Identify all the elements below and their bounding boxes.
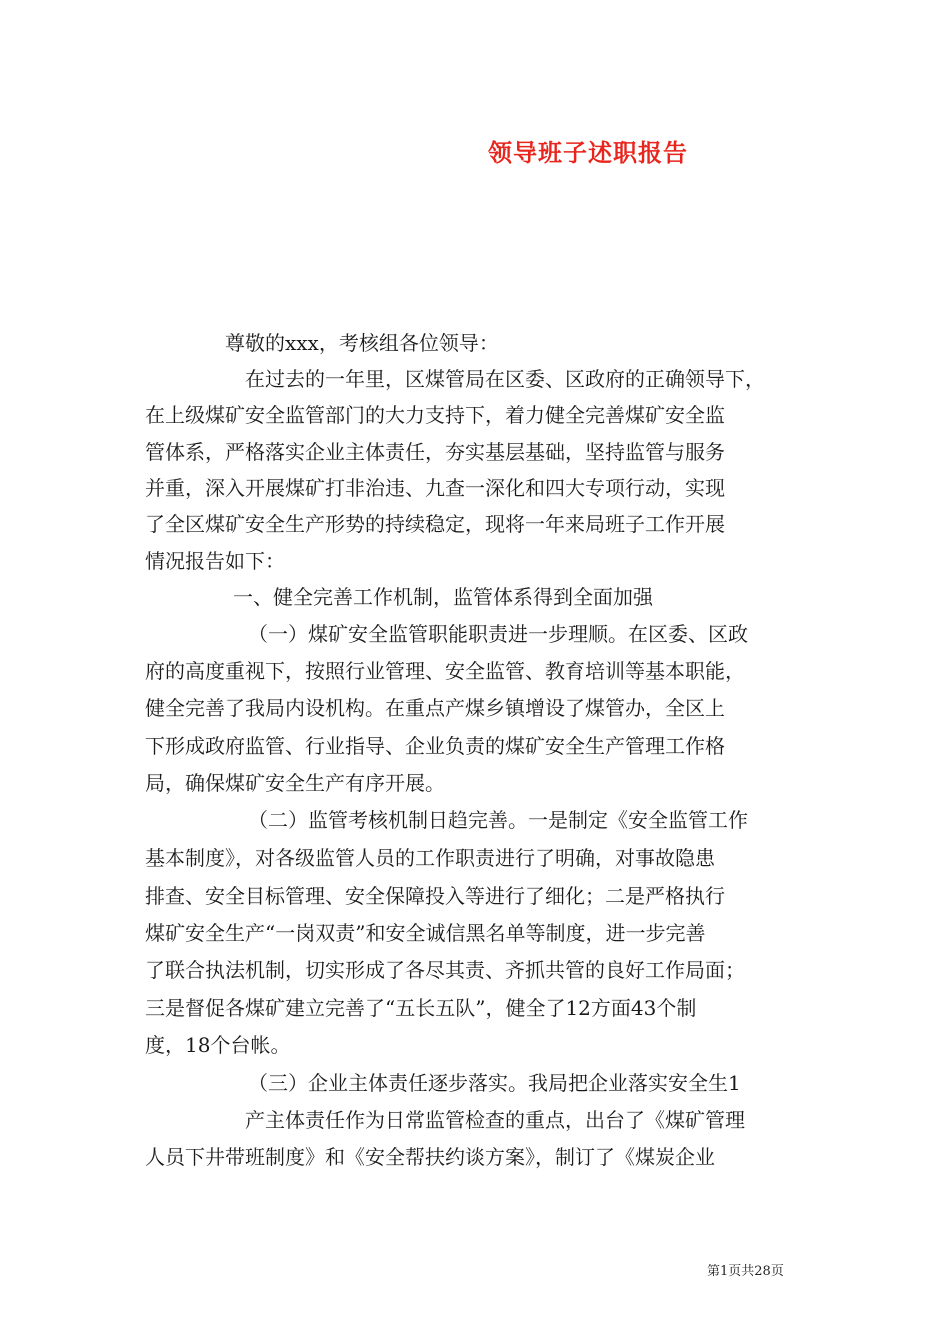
paragraph-line: 管体系，严格落实企业主体责任，夯实基层基础，坚持监管与服务 <box>145 440 725 464</box>
paragraph-line: （一）煤矿安全监管职能职责进一步理顺。在区委、区政 <box>248 622 748 646</box>
paragraph-line: 在过去的一年里，区煤管局在区委、区政府的正确领导下， <box>245 367 765 391</box>
paragraph-line: 煤矿安全生产“一岗双责”和安全诚信黑名单等制度，进一步完善 <box>145 921 706 945</box>
page-number: 第1页共28页 <box>707 1264 784 1279</box>
paragraph-line: 并重，深入开展煤矿打非治违、九查一深化和四大专项行动，实现 <box>145 476 725 500</box>
paragraph-line: 了全区煤矿安全生产形势的持续稳定，现将一年来局班子工作开展 <box>145 512 725 536</box>
paragraph-line: 了联合执法机制，切实形成了各尽其责、齐抓共管的良好工作局面； <box>145 958 745 982</box>
paragraph-line: 下形成政府监管、行业指导、企业负责的煤矿安全生产管理工作格 <box>145 734 725 758</box>
section-heading: 一、健全完善工作机制，监管体系得到全面加强 <box>233 585 653 609</box>
paragraph-line: 在上级煤矿安全监管部门的大力支持下，着力健全完善煤矿安全监 <box>145 403 725 427</box>
paragraph-line: 产主体责任作为日常监管检查的重点，出台了《煤矿管理 <box>245 1108 745 1132</box>
paragraph-line: （三）企业主体责任逐步落实。我局把企业落实安全生1 <box>248 1071 741 1095</box>
paragraph-line: 健全完善了我局内设机构。在重点产煤乡镇增设了煤管办，全区上 <box>145 696 725 720</box>
paragraph-line: 府的高度重视下，按照行业管理、安全监管、教育培训等基本职能， <box>145 659 745 683</box>
paragraph-line: 度，18个台帐。 <box>145 1033 291 1057</box>
salutation: 尊敬的xxx，考核组各位领导： <box>225 331 499 355</box>
paragraph-line: 三是督促各煤矿建立完善了“五长五队”，健全了12方面43个制 <box>145 996 697 1020</box>
paragraph-line: 局，确保煤矿安全生产有序开展。 <box>145 771 445 795</box>
document-title: 领导班子述职报告 <box>488 138 688 167</box>
paragraph-line: 基本制度》，对各级监管人员的工作职责进行了明确，对事故隐患 <box>145 846 715 870</box>
paragraph-line: 情况报告如下： <box>145 549 285 573</box>
paragraph-line: 排查、安全目标管理、安全保障投入等进行了细化；二是严格执行 <box>145 884 725 908</box>
paragraph-line: 人员下井带班制度》和《安全帮扶约谈方案》，制订了《煤炭企业 <box>145 1145 715 1169</box>
paragraph-line: （二）监管考核机制日趋完善。一是制定《安全监管工作 <box>248 808 748 832</box>
